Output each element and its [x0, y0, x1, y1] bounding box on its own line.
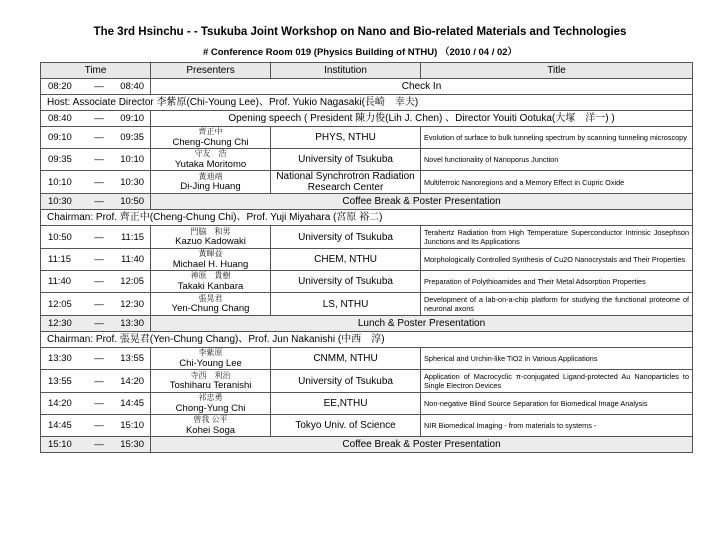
presenter-cell	[151, 415, 271, 437]
schedule-row	[41, 194, 693, 210]
session-label: Check In	[151, 79, 693, 95]
schedule-body	[41, 79, 693, 453]
start-time: 15:10	[41, 437, 88, 453]
session-host: Host: Associate Director 李紫原(Chi-Young Lee)、Prof. Yukio Nagasaki(長崎 幸夫)	[41, 95, 693, 111]
end-time: 15:30	[111, 437, 151, 453]
schedule-row	[41, 111, 693, 127]
presenter-native-name: 祁忠勇	[198, 393, 223, 402]
presenter-cell	[151, 226, 271, 249]
start-time: 10:50	[41, 226, 88, 249]
end-time: 13:30	[111, 316, 151, 332]
presenter-native-name: 神原 貴樹	[190, 271, 231, 280]
end-time: 10:10	[111, 149, 151, 171]
institution-cell: CNMM, NTHU	[271, 348, 421, 370]
column-header-time: Time	[41, 63, 151, 79]
end-time: 14:45	[111, 393, 151, 415]
institution-cell: University of Tsukuba	[271, 226, 421, 249]
start-time: 11:40	[41, 271, 88, 293]
talk-row	[41, 293, 693, 316]
talk-title: Evolution of surface to bulk tunneling spectrum by scanning tunneling microscopy	[421, 127, 693, 149]
session-host: Chairman: Prof. 齊正中(Cheng-Chung Chi)、Prof. Yuji Miyahara (宮原 裕二)	[41, 210, 693, 226]
time-dash: —	[88, 393, 111, 415]
start-time: 12:30	[41, 316, 88, 332]
start-time: 10:30	[41, 194, 88, 210]
presenter-native-name: 寺西 利治	[190, 370, 231, 380]
column-header-presenters: Presenters	[151, 63, 271, 79]
presenter-cell	[151, 249, 271, 271]
talk-row	[41, 271, 693, 293]
start-time: 10:10	[41, 171, 88, 194]
column-header-institution: Institution	[271, 63, 421, 79]
header-row	[41, 63, 693, 79]
end-time: 11:40	[111, 249, 151, 271]
time-dash: —	[88, 149, 111, 171]
talk-row	[41, 149, 693, 171]
presenter-name: Chong-Yung Chi	[175, 402, 246, 414]
presenter-name: Di-Jing Huang	[180, 181, 241, 192]
session-label: Opening speech ( President 陳力俊(Lih J. Chen) 、Director Youiti Ootuka(大塚 洋一) )	[151, 111, 693, 127]
presenter-cell	[151, 293, 271, 316]
institution-cell: Tokyo Univ. of Science	[271, 415, 421, 437]
time-dash: —	[88, 194, 111, 210]
time-dash: —	[88, 370, 111, 393]
start-time: 14:45	[41, 415, 88, 437]
time-dash: —	[88, 111, 111, 127]
time-dash: —	[88, 249, 111, 271]
end-time: 14:20	[111, 370, 151, 393]
talk-title: Novel functionality of Nanoporus Junction	[421, 149, 693, 171]
start-time: 09:35	[41, 149, 88, 171]
institution-cell: CHEM, NTHU	[271, 249, 421, 271]
time-dash: —	[88, 171, 111, 194]
institution-cell: LS, NTHU	[271, 293, 421, 316]
talk-row	[41, 393, 693, 415]
talk-title: Multiferroic Nanoregions and a Memory Effect in Cupric Oxide	[421, 171, 693, 194]
presenter-name: Yen-Chung Chang	[171, 303, 250, 314]
presenter-cell	[151, 271, 271, 293]
time-dash: —	[88, 293, 111, 316]
end-time: 12:05	[111, 271, 151, 293]
talk-title: Application of Macrocyclic π-conjugated Ligand-protected Au Nanoparticles to Single Electron Devices	[421, 370, 693, 393]
talk-row	[41, 171, 693, 194]
time-dash: —	[88, 415, 111, 437]
presenter-native-name: 張晃君	[198, 293, 223, 303]
end-time: 10:30	[111, 171, 151, 194]
presenter-name: Chi-Young Lee	[179, 357, 242, 369]
presenter-name: Kazuo Kadowaki	[175, 236, 246, 247]
end-time: 13:55	[111, 348, 151, 370]
presenter-cell	[151, 171, 271, 194]
talk-row	[41, 249, 693, 271]
presenter-cell	[151, 393, 271, 415]
talk-title: Non-negative Blind Source Separation for Biomedical Image Analysis	[421, 393, 693, 415]
time-dash: —	[88, 348, 111, 370]
end-time: 12:30	[111, 293, 151, 316]
talk-title: Terahertz Radiation from High Temperature Superconductor Intrinsic Josephson Junctions and Its Applications	[421, 226, 693, 249]
presenter-name: Takaki Kanbara	[177, 280, 244, 292]
talk-row	[41, 127, 693, 149]
start-time: 14:20	[41, 393, 88, 415]
institution-cell: EE,NTHU	[271, 393, 421, 415]
session-note-row	[41, 95, 693, 111]
presenter-cell	[151, 348, 271, 370]
start-time: 13:30	[41, 348, 88, 370]
talk-row	[41, 226, 693, 249]
talk-title: Preparation of Polythioamides and Their Metal Adsorption Properties	[421, 271, 693, 293]
presenter-native-name: 黃暉益	[198, 249, 223, 258]
presenter-cell	[151, 370, 271, 393]
start-time: 13:55	[41, 370, 88, 393]
presenter-native-name: 門脇 和男	[190, 226, 231, 236]
start-time: 11:15	[41, 249, 88, 271]
session-label: Coffee Break & Poster Presentation	[151, 194, 693, 210]
presenter-name: Toshiharu Teranishi	[169, 380, 252, 391]
time-dash: —	[88, 437, 111, 453]
presenter-name: Cheng-Chung Chi	[172, 136, 249, 148]
end-time: 15:10	[111, 415, 151, 437]
end-time: 10:50	[111, 194, 151, 210]
end-time: 08:40	[111, 79, 151, 95]
session-note-row	[41, 332, 693, 348]
talk-row	[41, 415, 693, 437]
page-subtitle: # Conference Room 019 (Physics Building of NTHU) （2010 / 04 / 02）	[202, 47, 518, 58]
talk-row	[41, 370, 693, 393]
start-time: 08:20	[41, 79, 88, 95]
presenter-native-name: 齊正中	[198, 127, 223, 136]
presenter-name: Michael H. Huang	[172, 258, 249, 270]
session-host: Chairman: Prof. 張晃君(Yen-Chung Chang)、Prof. Jun Nakanishi (中西 淳)	[41, 332, 693, 348]
column-header-title: Title	[421, 63, 693, 79]
talk-row	[41, 348, 693, 370]
time-dash: —	[88, 316, 111, 332]
start-time: 12:05	[41, 293, 88, 316]
schedule-row	[41, 316, 693, 332]
talk-title: Morphologically Controlled Synthesis of Cu2O Nanocrystals and Their Properties	[421, 249, 693, 271]
end-time: 09:35	[111, 127, 151, 149]
end-time: 11:15	[111, 226, 151, 249]
schedule-row	[41, 79, 693, 95]
talk-title: Development of a lab-on-a-chip platform for studying the functional proteome of neuronal axons	[421, 293, 693, 316]
talk-title: Spherical and Urchin-like TiO2 in Various Applications	[421, 348, 693, 370]
talk-title: NIR Biomedical Imaging - from materials to systems -	[421, 415, 693, 437]
schedule-table	[40, 62, 693, 453]
presenter-cell	[151, 127, 271, 149]
time-dash: —	[88, 127, 111, 149]
presenter-native-name: 守友 浩	[194, 149, 227, 158]
presenter-name: Yutaka Moritomo	[174, 158, 247, 170]
institution-cell: PHYS, NTHU	[271, 127, 421, 149]
presenter-native-name: 黃迪靖	[198, 171, 223, 181]
institution-cell: National Synchrotron Radiation Research Center	[271, 171, 421, 194]
institution-cell: University of Tsukuba	[271, 149, 421, 171]
page-title: The 3rd Hsinchu - - Tsukuba Joint Workshop on Nano and Bio-related Materials and Technologies	[93, 26, 627, 38]
presenter-cell	[151, 149, 271, 171]
presenter-name: Kohei Soga	[185, 424, 236, 436]
presenter-native-name: 李紫原	[198, 348, 223, 357]
session-label: Coffee Break & Poster Presentation	[151, 437, 693, 453]
session-note-row	[41, 210, 693, 226]
time-dash: —	[88, 271, 111, 293]
end-time: 09:10	[111, 111, 151, 127]
institution-cell: University of Tsukuba	[271, 271, 421, 293]
schedule-row	[41, 437, 693, 453]
start-time: 09:10	[41, 127, 88, 149]
presenter-native-name: 曾我 公平	[193, 415, 228, 424]
institution-cell: University of Tsukuba	[271, 370, 421, 393]
time-dash: —	[88, 226, 111, 249]
time-dash: —	[88, 79, 111, 95]
session-label: Lunch & Poster Presentation	[151, 316, 693, 332]
start-time: 08:40	[41, 111, 88, 127]
